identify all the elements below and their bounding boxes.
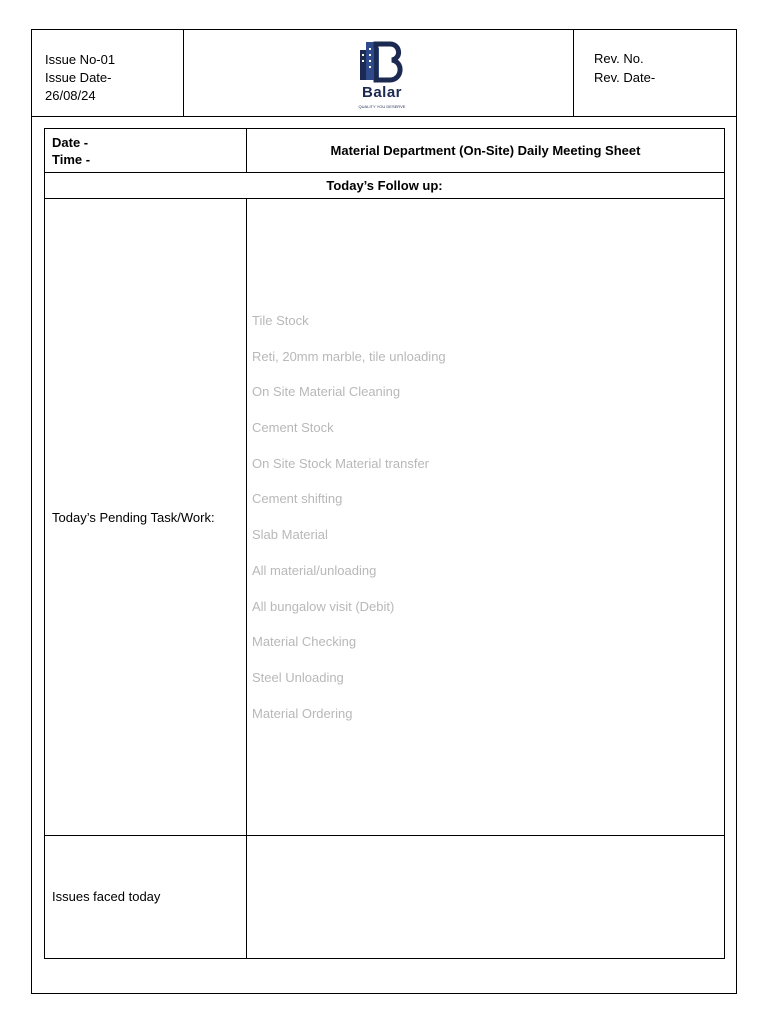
building-logo-icon bbox=[354, 38, 410, 84]
sheet-title: Material Department (On-Site) Daily Meeting Sheet bbox=[330, 143, 641, 158]
revision-date: Rev. Date- bbox=[594, 70, 656, 85]
pending-task-label: Today’s Pending Task/Work: bbox=[52, 510, 215, 525]
issues-faced-label: Issues faced today bbox=[52, 889, 161, 904]
revision-number: Rev. No. bbox=[594, 51, 644, 66]
company-logo bbox=[354, 38, 414, 112]
divider bbox=[246, 198, 247, 958]
logo-cell bbox=[184, 30, 574, 116]
divider bbox=[45, 172, 724, 173]
divider bbox=[45, 198, 724, 199]
pending-task-list bbox=[252, 314, 712, 742]
issue-date-label: Issue Date- bbox=[45, 70, 112, 85]
follow-up-heading: Today’s Follow up: bbox=[326, 178, 443, 193]
meeting-sheet-table bbox=[44, 128, 725, 959]
issue-date-value: 26/08/24 bbox=[45, 88, 96, 103]
list-item: Cement shifting bbox=[252, 491, 343, 507]
list-item: Cement Stock bbox=[252, 420, 334, 436]
issues-faced-field[interactable] bbox=[253, 841, 718, 951]
time-label: Time - bbox=[52, 152, 91, 167]
list-item: Tile Stock bbox=[252, 313, 309, 328]
list-item: Steel Unloading bbox=[252, 669, 344, 685]
document-header bbox=[32, 30, 736, 117]
list-item: On Site Material Cleaning bbox=[252, 384, 401, 400]
logo-wordmark: Balar bbox=[361, 84, 403, 101]
date-label: Date - bbox=[52, 135, 89, 150]
revision-info bbox=[574, 30, 736, 116]
list-item: All material/unloading bbox=[252, 562, 377, 578]
issue-number: Issue No-01 bbox=[45, 52, 116, 67]
list-item: Slab Material bbox=[252, 527, 328, 543]
date-time-cell bbox=[52, 134, 90, 168]
list-item: Reti, 20mm marble, tile unloading bbox=[252, 348, 446, 364]
list-item: On Site Stock Material transfer bbox=[252, 455, 430, 471]
divider bbox=[45, 835, 724, 836]
list-item: Material Checking bbox=[252, 634, 357, 650]
list-item: Material Ordering bbox=[252, 705, 353, 721]
logo-tagline: QUALITY YOU DESERVE bbox=[358, 104, 406, 109]
list-item: All bungalow visit (Debit) bbox=[252, 598, 395, 614]
document-page bbox=[31, 29, 737, 994]
issue-info bbox=[32, 30, 184, 116]
